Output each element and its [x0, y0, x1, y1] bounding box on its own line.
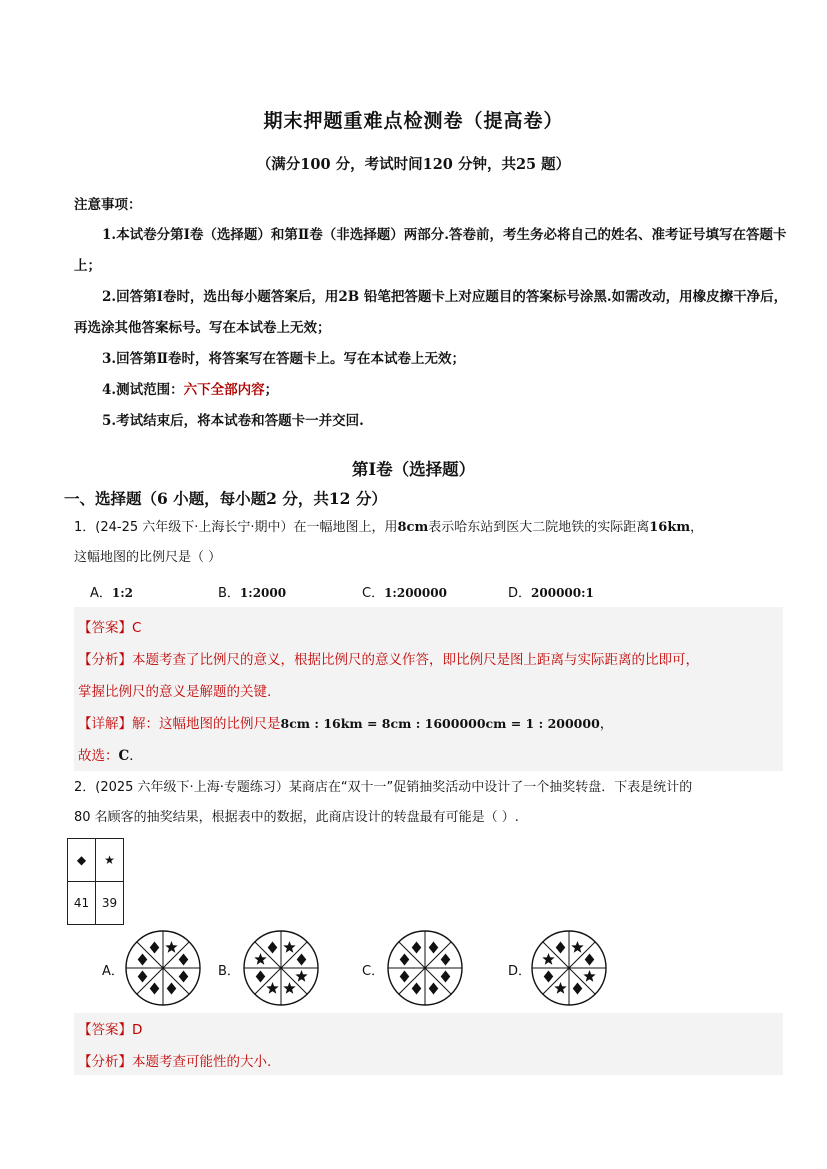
- option-letter: B．: [218, 586, 240, 601]
- detail-label: 【详解】: [78, 716, 132, 732]
- choose-label: 故选：: [78, 748, 119, 764]
- answer-value: D: [132, 1022, 143, 1038]
- star-icon: [542, 953, 554, 965]
- star-icon: [254, 953, 266, 965]
- q1-end: ，: [690, 520, 704, 535]
- choose-end: ．: [129, 748, 143, 764]
- q1-option-a[interactable]: [90, 582, 133, 601]
- star-icon: ★: [96, 839, 124, 882]
- notice-item-4-suffix: ；: [264, 382, 279, 398]
- table-row: [68, 882, 124, 925]
- question-1: [74, 513, 794, 573]
- diamond-icon: [573, 983, 583, 995]
- q1-answer: [78, 616, 141, 636]
- answer-label: 【答案】: [78, 1022, 132, 1038]
- spinner-b[interactable]: [242, 929, 320, 1007]
- q2-analysis: [78, 1050, 271, 1070]
- answer-value: C: [132, 620, 142, 636]
- option-value: 1:200000: [384, 586, 447, 600]
- detail-end: ，: [599, 716, 614, 732]
- diamond-icon: [441, 970, 451, 982]
- diamond-icon: [412, 983, 422, 995]
- diamond-icon: [429, 941, 439, 953]
- option-value: 200000:1: [531, 586, 594, 600]
- q2-answer: [78, 1018, 142, 1038]
- notice-item-1: 1.本试卷分第Ⅰ卷（选择题）和第Ⅱ卷（非选择题）两部分.答卷前，考生务必将自己的姓名、准考证号填写在答题卡上；: [74, 227, 787, 274]
- star-icon: [571, 941, 583, 953]
- diamond-icon: [297, 954, 307, 966]
- diamond-icon: ◆: [68, 839, 96, 882]
- spinner-d[interactable]: [530, 929, 608, 1007]
- q1-option-c[interactable]: [362, 582, 447, 601]
- result-table: [67, 838, 124, 925]
- part-heading: 一、选择题（6 小题，每小题2 分，共12 分）: [64, 489, 387, 508]
- notice-item-2: 2.回答第Ⅰ卷时，选出每小题答案后，用2B 铅笔把答题卡上对应题目的答案标号涂黑.如需改动，用橡皮擦干净后，再选涂其他答案标号。写在本试卷上无效；: [74, 289, 788, 336]
- diamond-icon: [556, 941, 566, 953]
- diamond-icon: [544, 970, 554, 982]
- diamond-icon: [167, 983, 177, 995]
- section-heading: 第Ⅰ卷（选择题）: [351, 460, 476, 479]
- analysis-text: 本题考查了比例尺的意义，根据比例尺的意义作答，即比例尺是图上距离与实际距离的比即可，: [132, 652, 699, 668]
- detail-text: 解：这幅地图的比例尺是: [132, 716, 281, 732]
- analysis-text: 本题考查可能性的大小.: [132, 1054, 272, 1070]
- question-2: [74, 773, 794, 833]
- diamond-icon: [429, 983, 439, 995]
- option-letter: D．: [508, 586, 532, 601]
- star-icon: [165, 941, 177, 953]
- spinner-a[interactable]: [124, 929, 202, 1007]
- diamond-icon: [256, 970, 266, 982]
- analysis-label: 【分析】: [78, 1054, 132, 1070]
- q1-option-d[interactable]: [508, 582, 594, 601]
- diamond-icon: [268, 941, 278, 953]
- diamond-icon: [179, 970, 189, 982]
- page-title: 期末押题重难点检测卷（提高卷）: [263, 110, 564, 132]
- q1-option-b[interactable]: [218, 582, 286, 601]
- q2-solution-box: [74, 1013, 783, 1075]
- notice-item-4-prefix: 4.测试范围：: [102, 382, 184, 398]
- q1-detail: [78, 712, 613, 732]
- notice-list: [74, 220, 794, 437]
- notice-item-3: 3.回答第Ⅱ卷时，将答案写在答题卡上。写在本试卷上无效；: [102, 351, 465, 367]
- star-icon: [554, 982, 566, 994]
- diamond-icon: [585, 954, 595, 966]
- analysis-label: 【分析】: [78, 652, 132, 668]
- notice-heading: 注意事项：: [74, 197, 142, 213]
- q1-choose: [78, 744, 143, 764]
- diamond-icon: [150, 983, 160, 995]
- diamond-icon: [138, 954, 148, 966]
- detail-formula: 8cm : 16km = 8cm : 1600000cm = 1 : 200000: [280, 716, 600, 731]
- question-2-line-1: 2．(2025 六年级下·上海·专题练习）某商店在“双十一”促销抽奖活动中设计了一个抽奖转盘．下表是统计的: [74, 780, 693, 795]
- test-range: 六下全部内容: [183, 382, 265, 398]
- star-icon: [283, 941, 295, 953]
- page-subtitle: （满分100 分，考试时间120 分钟，共25 题）: [256, 156, 571, 173]
- diamond-icon: [400, 970, 410, 982]
- q1-prefix: 1．(24-25 六年级下·上海长宁·期中）在一幅地图上，用: [74, 520, 398, 535]
- answer-label: 【答案】: [78, 620, 132, 636]
- diamond-icon: [150, 941, 160, 953]
- star-icon: [266, 982, 278, 994]
- question-1-line-1: [74, 513, 794, 543]
- option-letter: A．: [90, 586, 112, 601]
- q1-analysis-2: [78, 680, 271, 700]
- q1-solution-box: [74, 607, 783, 771]
- q1-mid: 表示哈东站到医大二院地铁的实际距离: [428, 520, 650, 535]
- q2-option-c-label[interactable]: C．: [362, 964, 385, 979]
- option-letter: C．: [362, 586, 385, 601]
- diamond-icon: [138, 970, 148, 982]
- notice-item-4: [74, 375, 794, 406]
- notice-item-5: 5.考试结束后，将本试卷和答题卡一并交回.: [102, 413, 364, 429]
- q1-real-distance: 16km: [649, 520, 691, 535]
- q1-analysis: [78, 648, 699, 668]
- analysis-text: 掌握比例尺的意义是解题的关键.: [78, 684, 272, 700]
- diamond-icon: [412, 941, 422, 953]
- q1-map-distance: 8cm: [397, 520, 429, 535]
- q2-option-a-label[interactable]: A．: [102, 964, 124, 979]
- question-2-line-2: 80 名顾客的抽奖结果，根据表中的数据，此商店设计的转盘最有可能是（ ）.: [74, 810, 519, 825]
- spinner-c[interactable]: [386, 929, 464, 1007]
- diamond-icon: [400, 954, 410, 966]
- option-value: 1:2: [111, 586, 134, 600]
- diamond-icon: [179, 954, 189, 966]
- choose-value: C: [118, 748, 130, 764]
- question-1-line-2: 这幅地图的比例尺是（ ）: [74, 550, 222, 565]
- q2-option-d-label[interactable]: D．: [508, 964, 532, 979]
- star-icon: [583, 970, 595, 982]
- star-icon: [295, 970, 307, 982]
- option-value: 1:2000: [239, 586, 287, 600]
- star-icon: [283, 982, 295, 994]
- star-count: 39: [96, 882, 124, 925]
- q2-option-b-label[interactable]: B．: [218, 964, 240, 979]
- diamond-icon: [441, 954, 451, 966]
- diamond-count: 41: [68, 882, 96, 925]
- table-row: [68, 839, 124, 882]
